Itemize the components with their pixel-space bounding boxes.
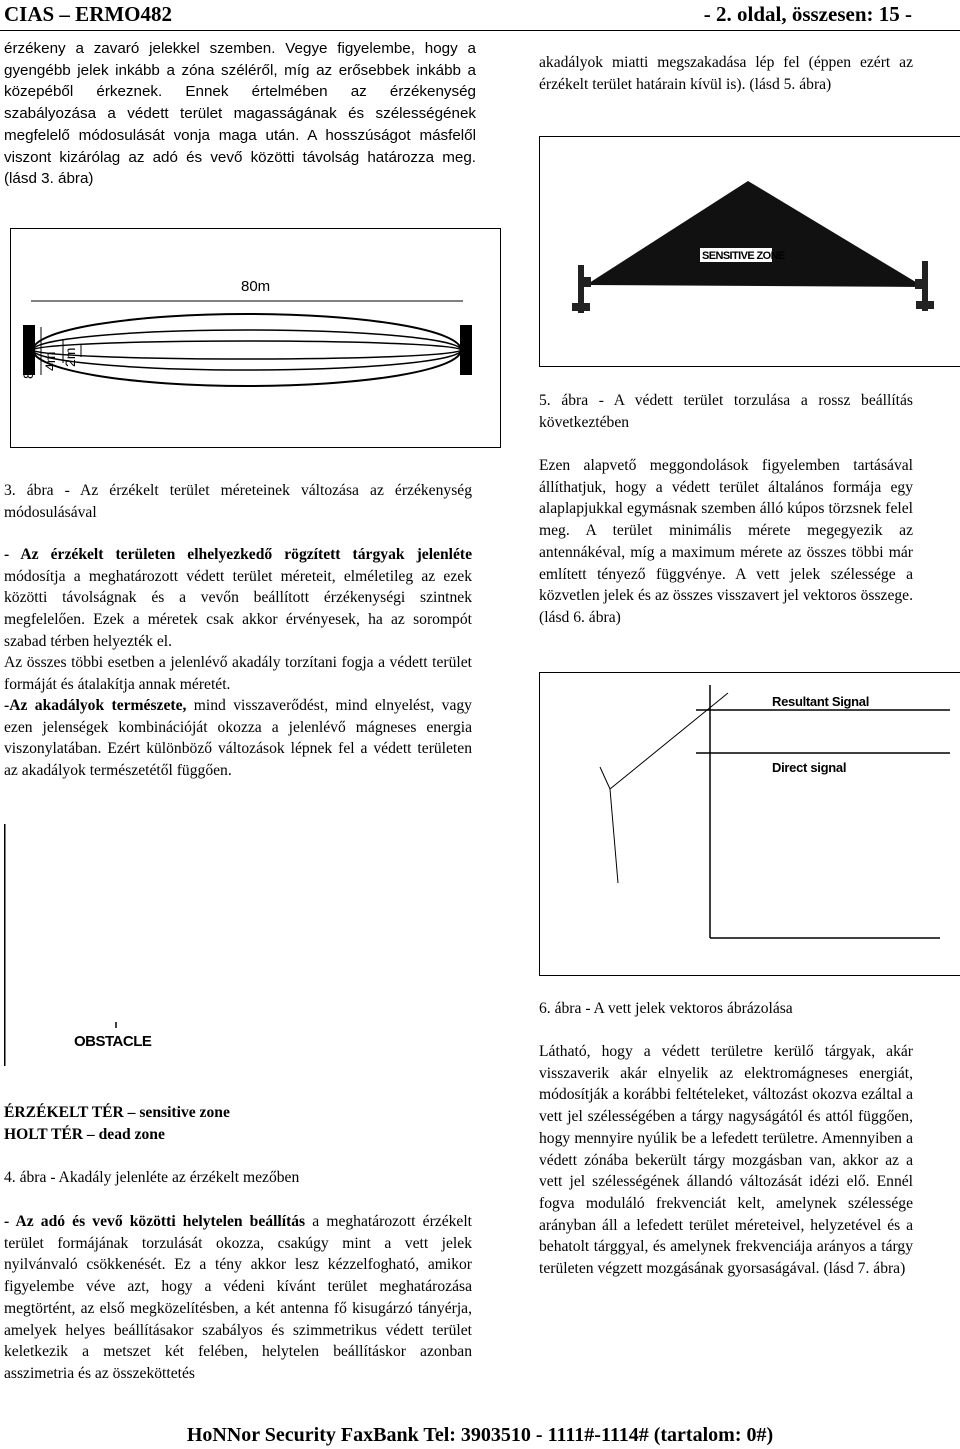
zone-outline-medium (33, 330, 461, 370)
zone-outline-large (33, 314, 461, 386)
direct-vector (610, 789, 618, 883)
col2-paragraph-2: Ezen alapvető meggondolások figyelemben tartásával állíthatjuk, hogy a védett terület általános formája egy alaplapjukkal egymásnak szemben álló kúpos törzsnek felel meg. A terület minimális mérete megegyezik az antennákéval, míg a maximum mérete az összes többi már említett tényező függvénye. A vett jelek szélessége a közvetlen jelek és az összes visszavert jel vektoros összege. (lásd 6. ábra) (539, 457, 913, 626)
length-label: 80m (241, 278, 271, 295)
page-footer: HoNNor Security FaxBank Tel: 3903510 - 1111#-1114# (tartalom: 0#) (186, 1424, 774, 1446)
figure-5 (539, 136, 960, 367)
figure-6-drawing (540, 673, 960, 975)
left-post-base (572, 303, 590, 311)
col2-paragraph-3: Látható, hogy a védett területre kerülő tárgyak, akár visszaverik akár elnyelik az elektromágneses energiát, módosítják a korábbi feltételeket, változást okozva ezáltal a vett jel szélességében a tárgy nagyságától és attól függően, hogy mennyire nyúlik be a lefedett területre. Amennyiben a védett zónába bekerült tárgy mozgásban van, akkor az a vett jel szélességének állandó változását idézi elő. Ennél fogva moduláló frekvenciát kelt, amelynek szélessége arányban áll a lefedett terület méreteivel, helyzetével és a behatolt tárggyal, és amelynek frekvenciája arányos a tárgy területen végzett mozgásának gyorsaságával. (lásd 7. ábra) (539, 1043, 913, 1278)
left-antenna-head (584, 277, 591, 287)
width-4m-label: 4m (42, 351, 58, 371)
figure-4 (4, 824, 478, 1066)
width-2m-label: 2m (62, 347, 78, 367)
col2-paragraph-1: akadályok miatti megszakadása lép fel (éppen ezért az érzékelt terület határain kívül is). (lásd 5. ábra) (539, 54, 913, 93)
obstacle-nature-text: mind visszaverődést, mind elnyelést, vagy ezen jelenségek kombinációját okozza a jelenlévő mágneses energia viszonylatában. Ezért különböző változások lépnek fel a védett területen az akadályok természetétől függően. (4, 697, 472, 780)
fixed-objects-text: módosítja a meghatározott védett terület méreteit, elméletileg az ezek közötti távolságnak és a vevőn beállított érzékenységi szintnek megfelelően. Ezek a méretek csak akkor érvényesek, ha az sorompót szabad térben helyezték el. (4, 567, 472, 650)
figure-6-caption: 6. ábra - A vett jelek vektoros ábrázolása (539, 1000, 793, 1017)
sensitive-zone-label: ÉRZÉKELT TÉR – sensitive zone (4, 1104, 230, 1121)
col1-paragraph-4 (4, 695, 472, 782)
zone-legend (4, 1102, 472, 1145)
obstacle-label: OBSTACLE (74, 1033, 152, 1050)
page-number: - 2. oldal, összesen: 15 - (703, 2, 912, 26)
figure-3-caption: 3. ábra - Az érzékelt terület méreteinek változása az érzékenység módosulásával (4, 482, 472, 521)
page-header (0, 0, 960, 31)
sensitive-zone-shape (586, 181, 924, 287)
col1-paragraph-1: érzékeny a zavaró jelekkel szemben. Vegye figyelembe, hogy a gyengébb jelek inkább a zóna széléről, míg az erősebbek inkább a közepéből érkeznek. Ennek értelmében az érzékenység szabályozása a védett terület magasságának és szélességének megfelelő módosulását vonja maga után. A hosszúságot másfelől viszont kizárólag az adó és vevő közötti távolság határozza meg. (lásd 3. ábra) (4, 40, 476, 188)
resultant-signal-label: Resultant Signal (772, 694, 870, 709)
document-code: CIAS – ERMO482 (4, 2, 173, 26)
col1-paragraph-3: Az összes többi esetben a jelenlévő akadály torzítani fogja a védett terület formáját és átalakítja annak méretét. (4, 654, 472, 693)
obstacle-nature-lead: -Az akadályok természete, (4, 697, 187, 714)
right-post-base (916, 301, 934, 309)
misalignment-text: a meghatározott érzékelt terület formájának torzulását okozza, csakúgy mint a vett jelek nyilvánvaló csökkenését. Ez a tény akkor lesz kézzelfogható, amikor figyelembe véve azt, hogy a védeni kívánt terület meghatározása megtörtént, az első megközelítésben, a két antenna fő kisugárzó tányérja, amelyek helyes beállításakor szabályos és szimmetrikus védett terület keletkezik a metszet két felében, helytelen beállításkor azonban asszimetria és az összeköttetés (4, 1213, 472, 1382)
misalignment-lead: - Az adó és vevő közötti helytelen beállítás (4, 1213, 306, 1230)
width-8m-label: 8m (20, 359, 36, 379)
figure-5-drawing (540, 137, 960, 366)
col1-paragraph-2 (4, 544, 472, 653)
sensitive-zone-label: SENSITIVE ZONE (702, 250, 785, 262)
figure-3-drawing (11, 229, 500, 447)
figure-3 (10, 228, 501, 448)
figure-4-drawing (4, 824, 478, 1066)
fixed-objects-lead: - Az érzékelt területen elhelyezkedő rögzített tárgyak jelenléte (4, 546, 472, 563)
figure-6 (539, 672, 960, 976)
direct-signal-label: Direct signal (772, 760, 847, 775)
figure-4-caption: 4. ábra - Akadály jelenléte az érzékelt mezőben (4, 1169, 300, 1186)
reflected-vector (600, 767, 610, 789)
dead-zone-label: HOLT TÉR – dead zone (4, 1125, 165, 1143)
figure-5-caption: 5. ábra - A védett terület torzulása a rossz beállítás következtében (539, 392, 913, 431)
zone-outline-small (33, 341, 461, 359)
col1-paragraph-5 (4, 1211, 472, 1385)
right-antenna-head (915, 279, 922, 289)
